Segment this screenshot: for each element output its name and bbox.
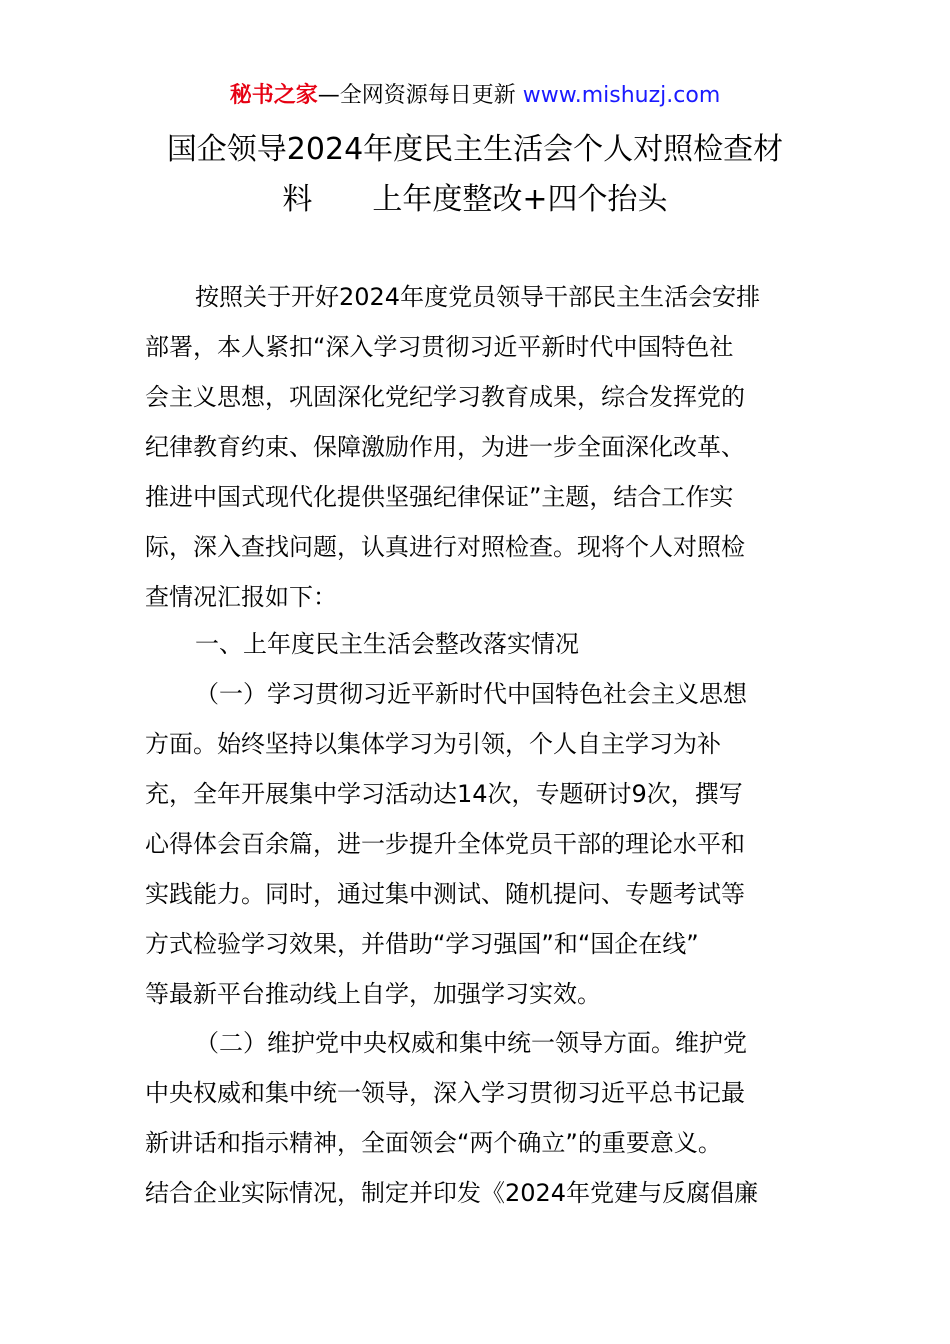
text-line: 充，全年开展集中学习活动达14次，专题研讨9次，撰写 — [145, 780, 743, 808]
intro-paragraph — [145, 272, 807, 622]
text-line: 等最新平台推动线上自学，加强学习实效。 — [145, 980, 601, 1008]
text-line: （一）学习贯彻习近平新时代中国特色社会主义思想 — [195, 680, 747, 708]
text-line: 查情况汇报如下： — [145, 583, 337, 611]
subsection-2-paragraph — [145, 1018, 807, 1218]
document-title-line-1: 国企领导2024年度民主生活会个人对照检查材 — [166, 132, 784, 167]
text-line: 新讲话和指示精神，全面领会“两个确立”的重要意义。 — [145, 1129, 722, 1157]
document-title-line-2: 料 上年度整改+四个抬头 — [282, 182, 668, 217]
header-tagline: —全网资源每日更新 — [317, 83, 516, 108]
brand-name: 秘书之家 — [229, 83, 318, 108]
subsection-1-paragraph — [145, 669, 807, 1019]
text-line: 纪律教育约束、保障激励作用，为进一步全面深化改革、 — [145, 433, 745, 461]
text-line: 际，深入查找问题，认真进行对照检查。现将个人对照检 — [145, 533, 745, 561]
section-heading — [145, 619, 807, 669]
text-line: （二）维护党中央权威和集中统一领导方面。维护党 — [195, 1029, 747, 1057]
text-line: 推进中国式现代化提供坚强纪律保证”主题，结合工作实 — [145, 483, 734, 511]
text-line: 实践能力。同时，通过集中测试、随机提问、专题考试等 — [145, 880, 745, 908]
text-line: 方式检验学习效果，并借助“学习强国”和“国企在线” — [145, 930, 699, 958]
text-line: 结合企业实际情况，制定并印发《2024年党建与反腐倡廉 — [145, 1179, 759, 1207]
text-line: 会主义思想，巩固深化党纪学习教育成果，综合发挥党的 — [145, 383, 745, 411]
text-line: 按照关于开好2024年度党员领导干部民主生活会安排 — [195, 283, 761, 311]
text-line: 中央权威和集中统一领导，深入学习贯彻习近平总书记最 — [145, 1079, 745, 1107]
text-line: 方面。始终坚持以集体学习为引领，个人自主学习为补 — [145, 730, 721, 758]
text-line: 心得体会百余篇，进一步提升全体党员干部的理论水平和 — [145, 830, 745, 858]
section-1-heading: 一、上年度民主生活会整改落实情况 — [195, 630, 579, 658]
text-line: 部署，本人紧扣“深入学习贯彻习近平新时代中国特色社 — [145, 333, 734, 361]
site-url-link[interactable]: www.mishuzj.com — [522, 83, 721, 108]
site-header — [0, 80, 950, 112]
